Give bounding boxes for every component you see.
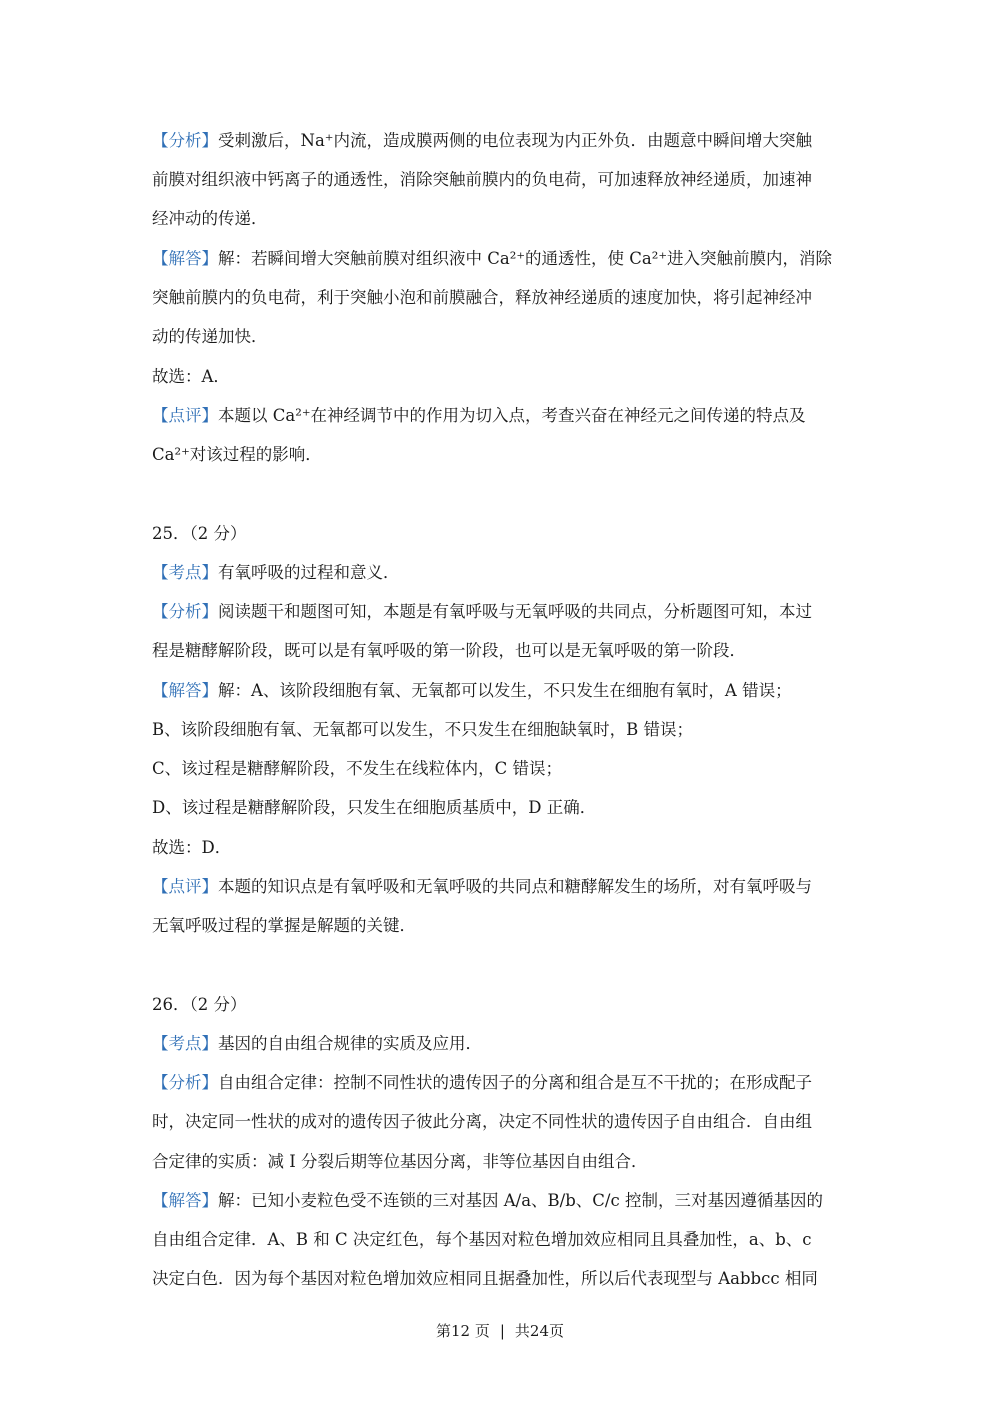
tag-fenxi: 【分析】 [152, 602, 218, 621]
q24-jieda-line-1: 【解答】解：若瞬间增大突触前膜对组织液中 Ca²⁺的通透性，使 Ca²⁺进入突触前膜内，消除 [152, 249, 833, 268]
tag-fenxi: 【分析】 [152, 131, 218, 150]
q24-dianping-line-1: 【点评】本题以 Ca²⁺在神经调节中的作用为切入点，考查兴奋在神经元之间传递的特点及 [152, 406, 806, 425]
footer-separator: | [499, 1322, 505, 1340]
tag-kaodian: 【考点】 [152, 563, 218, 582]
q25-jieda-line-4: D、该过程是糖酵解阶段，只发生在细胞质基质中，D 正确． [152, 798, 597, 817]
q25-jieda-line-2: B、该阶段细胞有氧、无氧都可以发生，不只发生在细胞缺氧时，B 错误； [152, 720, 693, 739]
q25-dianping-line-1: 【点评】本题的知识点是有氧呼吸和无氧呼吸的共同点和糖酵解发生的场所，对有氧呼吸与 [152, 877, 812, 896]
tag-jieda: 【解答】 [152, 1191, 218, 1210]
q25-jieda-line-3: C、该过程是糖酵解阶段，不发生在线粒体内，C 错误； [152, 759, 562, 778]
tag-jieda: 【解答】 [152, 681, 218, 700]
q25-fenxi-line-2: 程是糖酵解阶段，既可以是有氧呼吸的第一阶段，也可以是无氧呼吸的第一阶段． [152, 641, 746, 660]
q24-answer: 故选：A． [152, 367, 230, 386]
q25-dianping-line-2: 无氧呼吸过程的掌握是解题的关键． [152, 916, 416, 935]
q26-fenxi-line-2: 时，决定同一性状的成对的遗传因子彼此分离，决定不同性状的遗传因子自由组合．自由组 [152, 1112, 812, 1131]
q26-fenxi-line-1: 【分析】自由组合定律：控制不同性状的遗传因子的分离和组合是互不干扰的；在形成配子 [152, 1073, 812, 1092]
q26-fenxi-line-3: 合定律的实质：减 I 分裂后期等位基因分离，非等位基因自由组合． [152, 1152, 648, 1171]
q26-kaodian: 【考点】基因的自由组合规律的实质及应用． [152, 1034, 482, 1053]
q24-jieda-line-2: 突触前膜内的负电荷，利于突触小泡和前膜融合，释放神经递质的速度加快，将引起神经冲 [152, 288, 812, 307]
tag-kaodian: 【考点】 [152, 1034, 218, 1053]
q24-jieda-line-3: 动的传递加快． [152, 327, 268, 346]
total-pages-label: 共24页 [514, 1322, 564, 1340]
q25-fenxi-line-1: 【分析】阅读题干和题图可知，本题是有氧呼吸与无氧呼吸的共同点，分析题图可知，本过 [152, 602, 812, 621]
q26-jieda-line-3: 决定白色．因为每个基因对粒色增加效应相同且据叠加性，所以后代表现型与 Aabbcc 相同 [152, 1269, 818, 1288]
page-footer [0, 1319, 1000, 1343]
q25-kaodian: 【考点】有氧呼吸的过程和意义． [152, 563, 400, 582]
tag-fenxi: 【分析】 [152, 1073, 218, 1092]
q24-dianping-line-2: Ca²⁺对该过程的影响． [152, 445, 322, 464]
q25-header: 25．（2 分） [152, 524, 247, 543]
q26-header: 26．（2 分） [152, 995, 247, 1014]
q26-jieda-line-1: 【解答】解：已知小麦粒色受不连锁的三对基因 A/a、B/b、C/c 控制，三对基因遵循基因的 [152, 1191, 823, 1210]
tag-jieda: 【解答】 [152, 249, 218, 268]
q24-fenxi-line-3: 经冲动的传递． [152, 209, 268, 228]
q24-fenxi-line-1: 【分析】受刺激后，Na⁺内流，造成膜两侧的电位表现为内正外负．由题意中瞬间增大突触 [152, 131, 812, 150]
tag-dianping: 【点评】 [152, 877, 218, 896]
q26-jieda-line-2: 自由组合定律．A、B 和 C 决定红色，每个基因对粒色增加效应相同且具叠加性，a、b、c [152, 1230, 812, 1249]
q25-jieda-line-1: 【解答】解：A、该阶段细胞有氧、无氧都可以发生，不只发生在细胞有氧时，A 错误； [152, 681, 792, 700]
q25-answer: 故选：D． [152, 838, 232, 857]
current-page-label: 第12 页 [435, 1322, 490, 1340]
tag-dianping: 【点评】 [152, 406, 218, 425]
q24-fenxi-line-2: 前膜对组织液中钙离子的通透性，消除突触前膜内的负电荷，可加速释放神经递质，加速神 [152, 170, 812, 189]
